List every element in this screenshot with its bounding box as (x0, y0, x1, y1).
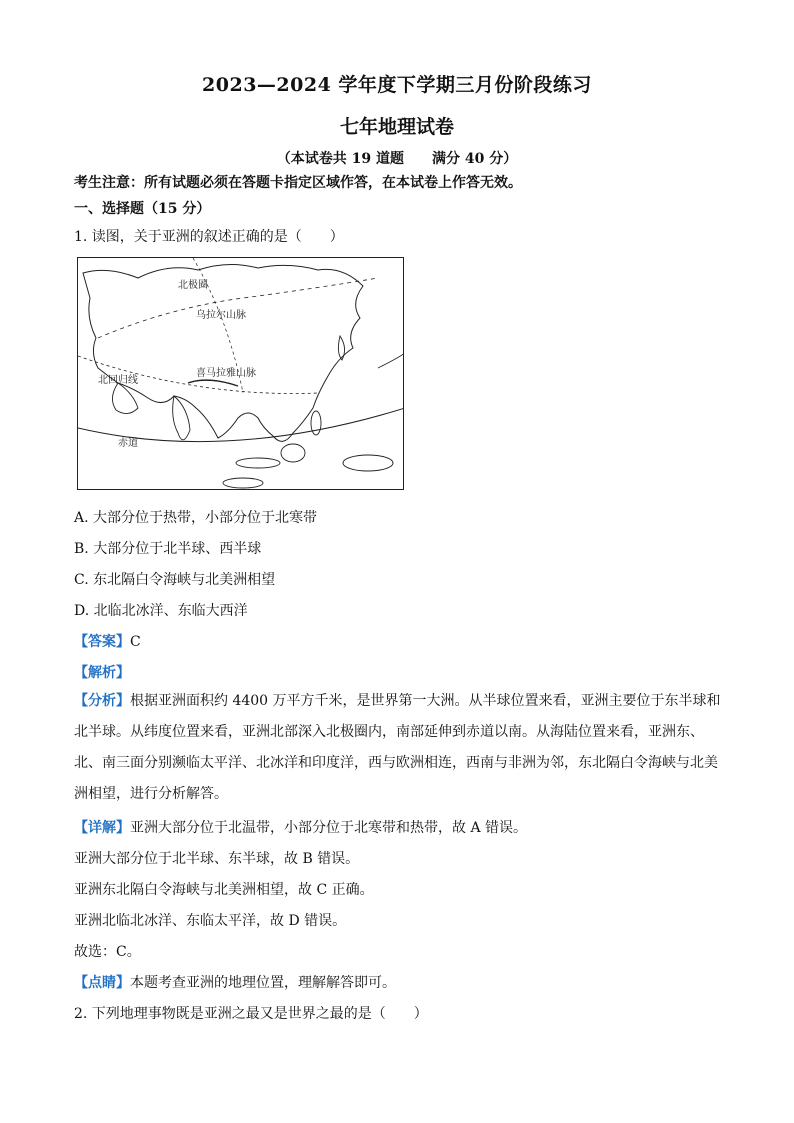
island-sumatra (223, 478, 263, 488)
xiangjie-tag: 【详解】 (74, 820, 130, 836)
question-2-stem: 2. 下列地理事物既是亚洲之最又是世界之最的是（ ） (74, 1006, 428, 1022)
option-b: B. 大部分位于北半球、西半球 (74, 541, 262, 557)
label-equator: 赤道 (118, 438, 138, 449)
himalaya-range (188, 380, 238, 386)
xiangjie-text-1: 亚洲大部分位于北温带，小部分位于北寒带和热带，故 A 错误。 (130, 820, 528, 836)
xiangjie-line-3: 亚洲东北隔白令海峡与北美洲相望，故 C 正确。 (74, 882, 374, 898)
pacific-curve (378, 353, 404, 368)
section-heading: 一、选择题（15 分） (74, 201, 211, 217)
label-arctic: 北极圈 (178, 280, 208, 291)
answer-tag: 【答案】 (74, 634, 130, 650)
fenxi-paragraph (74, 686, 724, 810)
island-java (236, 458, 280, 468)
dianjing-tag: 【点睛】 (74, 975, 130, 991)
xiangjie-line-5: 故选：C。 (74, 944, 141, 960)
india-shape (173, 396, 190, 440)
exam-notice: 考生注意：所有试题必须在答题卡指定区域作答，在本试卷上作答无效。 (74, 175, 522, 191)
island-newguinea (343, 455, 393, 471)
xiangjie-line-1 (74, 817, 527, 837)
asia-map (77, 257, 404, 490)
answer-value: C (130, 634, 141, 650)
dianjing-text: 本题考查亚洲的地理位置，理解解答即可。 (130, 975, 396, 991)
asia-outline (83, 264, 363, 441)
label-himalaya: 喜马拉雅山脉 (196, 368, 256, 379)
equator-line (78, 408, 404, 442)
exam-info (0, 148, 794, 168)
dianjing-line (74, 972, 396, 992)
analysis-line (74, 662, 130, 682)
option-c: C. 东北隔白令海峡与北美洲相望 (74, 572, 276, 588)
exam-title: 2023—2024 学年度下学期三月份阶段练习 (202, 74, 592, 96)
label-tropic: 北回归线 (98, 375, 138, 386)
island-philippines (311, 411, 321, 435)
arabia-shape (112, 383, 138, 414)
option-a: A. 大部分位于热带，小部分位于北寒带 (74, 510, 318, 526)
japan-shape (338, 336, 344, 360)
fenxi-tag: 【分析】 (74, 693, 130, 709)
island-borneo (281, 444, 305, 462)
xiangjie-line-4: 亚洲北临北冰洋、东临太平洋，故 D 错误。 (74, 913, 347, 929)
analysis-tag: 【解析】 (74, 665, 130, 681)
label-ural: 乌拉尔山脉 (196, 310, 246, 321)
fenxi-text: 根据亚洲面积约 4400 万平方千米，是世界第一大洲。从半球位置来看，亚洲主要位于东半球和北半球。从纬度位置来看，亚洲北部深入北极圈内，南部延伸到赤道以南。从海陆位置来看，亚洲东、北、南三面分别濒临太平洋、北冰洋和印度洋，西与欧洲相连，西南与非洲为邻，东北隔白令海峡与北美洲相望，进行分析解答。 (74, 693, 721, 802)
asia-map-svg (78, 258, 404, 490)
xiangjie-line-2: 亚洲大部分位于北半球、东半球，故 B 错误。 (74, 851, 360, 867)
exam-info-count: （本试卷共 19 道题 (276, 151, 404, 167)
question-1-stem: 1. 读图，关于亚洲的叙述正确的是（ ） (74, 229, 344, 245)
exam-subtitle: 七年地理试卷 (339, 116, 454, 138)
option-d: D. 北临北冰洋、东临大西洋 (74, 603, 248, 619)
arctic-circle-line (98, 278, 378, 338)
answer-line (74, 631, 141, 651)
exam-info-score: 满分 40 分） (432, 151, 518, 167)
